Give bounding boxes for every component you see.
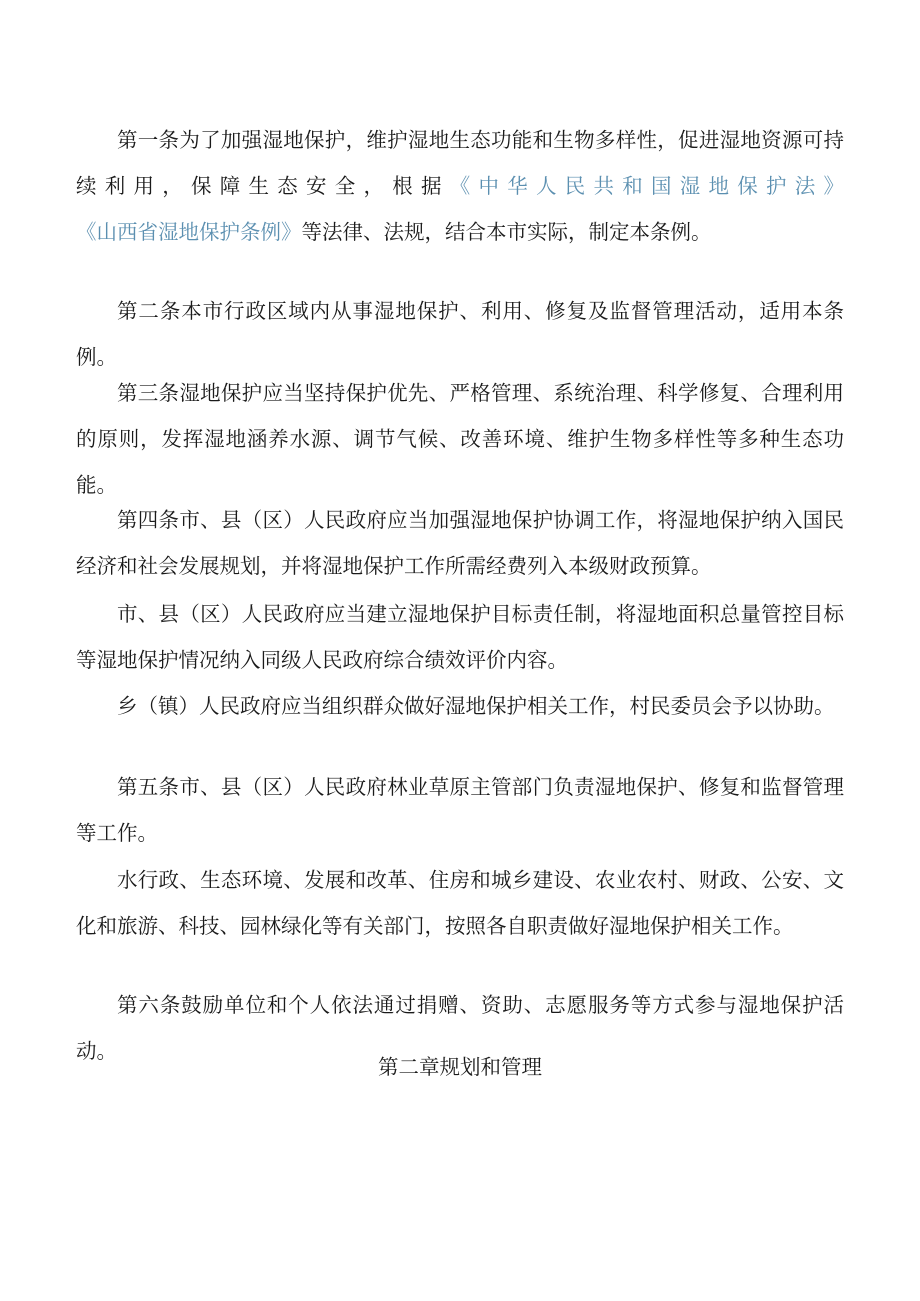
article-5-paragraph-2: 水行政、生态环境、发展和改革、住房和城乡建设、农业农村、财政、公安、文化和旅游、科技、园林绿化等有关部门，按照各自职责做好湿地保护相关工作。 (76, 868, 844, 938)
article-4-paragraph-2: 市、县（区）人民政府应当建立湿地保护目标责任制，将湿地面积总量管控目标等湿地保护情况纳入同级人民政府综合绩效评价内容。 (76, 602, 844, 672)
article-3: 第三条湿地保护应当坚持保护优先、严格管理、系统治理、科学修复、合理利用的原则，发挥湿地涵养水源、调节气候、改善环境、维护生物多样性等多种生态功能。 (76, 381, 844, 497)
law-reference-provincial: 《山西省湿地保护条例》 (76, 220, 302, 244)
article-1-text-before: 第一条为了加强湿地保护，维护湿地生态功能和生物多样性，促进湿地资源可持续利用，保障生态安全，根据 (76, 128, 844, 198)
article-1 (76, 117, 844, 255)
law-reference-national: 《中华人民共和国湿地保护法》 (449, 174, 844, 198)
article-1-text-after: 等法律、法规，结合本市实际，制定本条例。 (301, 220, 712, 244)
article-4-paragraph-1: 第四条市、县（区）人民政府应当加强湿地保护协调工作，将湿地保护纳入国民经济和社会发展规划，并将湿地保护工作所需经费列入本级财政预算。 (76, 508, 844, 578)
article-6: 第六条鼓励单位和个人依法通过捐赠、资助、志愿服务等方式参与湿地保护活动。 (76, 993, 844, 1063)
article-4-paragraph-3: 乡（镇）人民政府应当组织群众做好湿地保护相关工作，村民委员会予以协助。 (117, 694, 835, 718)
article-2: 第二条本市行政区域内从事湿地保护、利用、修复及监督管理活动，适用本条例。 (76, 299, 844, 369)
chapter-heading: 第二章规划和管理 (378, 1055, 542, 1079)
article-5-paragraph-1: 第五条市、县（区）人民政府林业草原主管部门负责湿地保护、修复和监督管理等工作。 (76, 775, 844, 845)
